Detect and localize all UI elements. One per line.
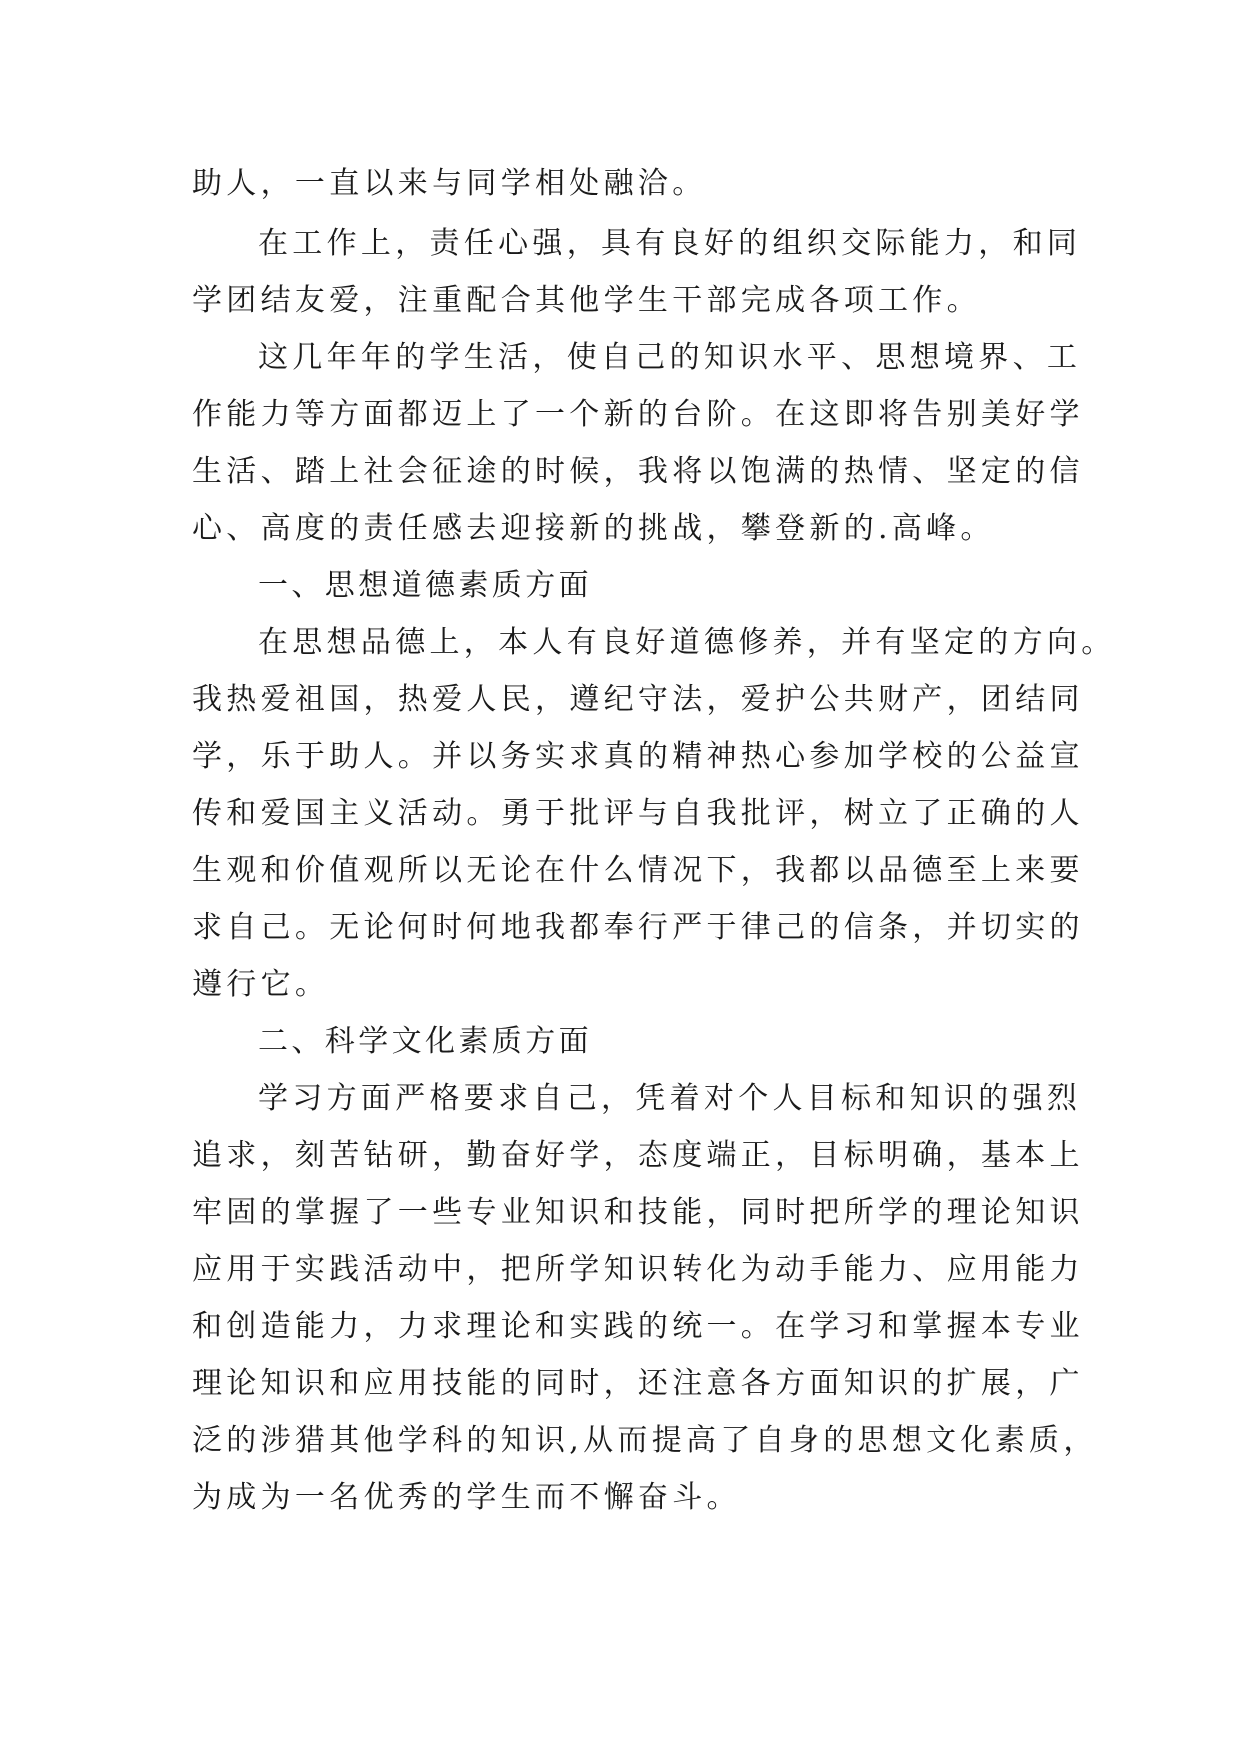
text-line: 求自己。无论何时何地我都奉行严于律己的信条，并切实的 bbox=[192, 910, 1084, 945]
text-line: 作能力等方面都迈上了一个新的台阶。在这即将告别美好学 bbox=[192, 397, 1084, 432]
text-line: 心、高度的责任感去迎接新的挑战，攀登新的.高峰。 bbox=[192, 511, 995, 546]
text-line: 在思想品德上，本人有良好道德修养，并有坚定的方向。 bbox=[258, 625, 1116, 660]
text-line: 在工作上，责任心强，具有良好的组织交际能力，和同 bbox=[258, 226, 1082, 261]
text-line: 追求，刻苦钻研，勤奋好学，态度端正，目标明确，基本上 bbox=[192, 1138, 1084, 1173]
text-line: 应用于实践活动中，把所学知识转化为动手能力、应用能力 bbox=[192, 1252, 1084, 1287]
text-line: 学习方面严格要求自己，凭着对个人目标和知识的强烈 bbox=[258, 1081, 1082, 1116]
text-line: 我热爱祖国，热爱人民，遵纪守法，爱护公共财产，团结同 bbox=[192, 682, 1084, 717]
text-line: 学，乐于助人。并以务实求真的精神热心参加学校的公益宣 bbox=[192, 739, 1084, 774]
text-line: 生观和价值观所以无论在什么情况下，我都以品德至上来要 bbox=[192, 853, 1084, 888]
section-heading: 二、科学文化素质方面 bbox=[258, 1024, 592, 1059]
text-line: 遵行它。 bbox=[192, 967, 330, 1002]
text-line: 理论知识和应用技能的同时，还注意各方面知识的扩展，广 bbox=[192, 1366, 1084, 1401]
text-line: 传和爱国主义活动。勇于批评与自我批评，树立了正确的人 bbox=[192, 796, 1084, 831]
text-line: 牢固的掌握了一些专业知识和技能，同时把所学的理论知识 bbox=[192, 1195, 1084, 1230]
text-line: 助人，一直以来与同学相处融洽。 bbox=[192, 166, 707, 201]
text-line: 泛的涉猎其他学科的知识,从而提高了自身的思想文化素质， bbox=[192, 1423, 1098, 1458]
text-line: 和创造能力，力求理论和实践的统一。在学习和掌握本专业 bbox=[192, 1309, 1084, 1344]
text-line: 生活、踏上社会征途的时候，我将以饱满的热情、坚定的信 bbox=[192, 454, 1084, 489]
text-line: 这几年年的学生活，使自己的知识水平、思想境界、工 bbox=[258, 340, 1082, 375]
text-line: 为成为一名优秀的学生而不懈奋斗。 bbox=[192, 1480, 741, 1515]
section-heading: 一、思想道德素质方面 bbox=[258, 568, 592, 603]
text-line: 学团结友爱，注重配合其他学生干部完成各项工作。 bbox=[192, 283, 981, 318]
